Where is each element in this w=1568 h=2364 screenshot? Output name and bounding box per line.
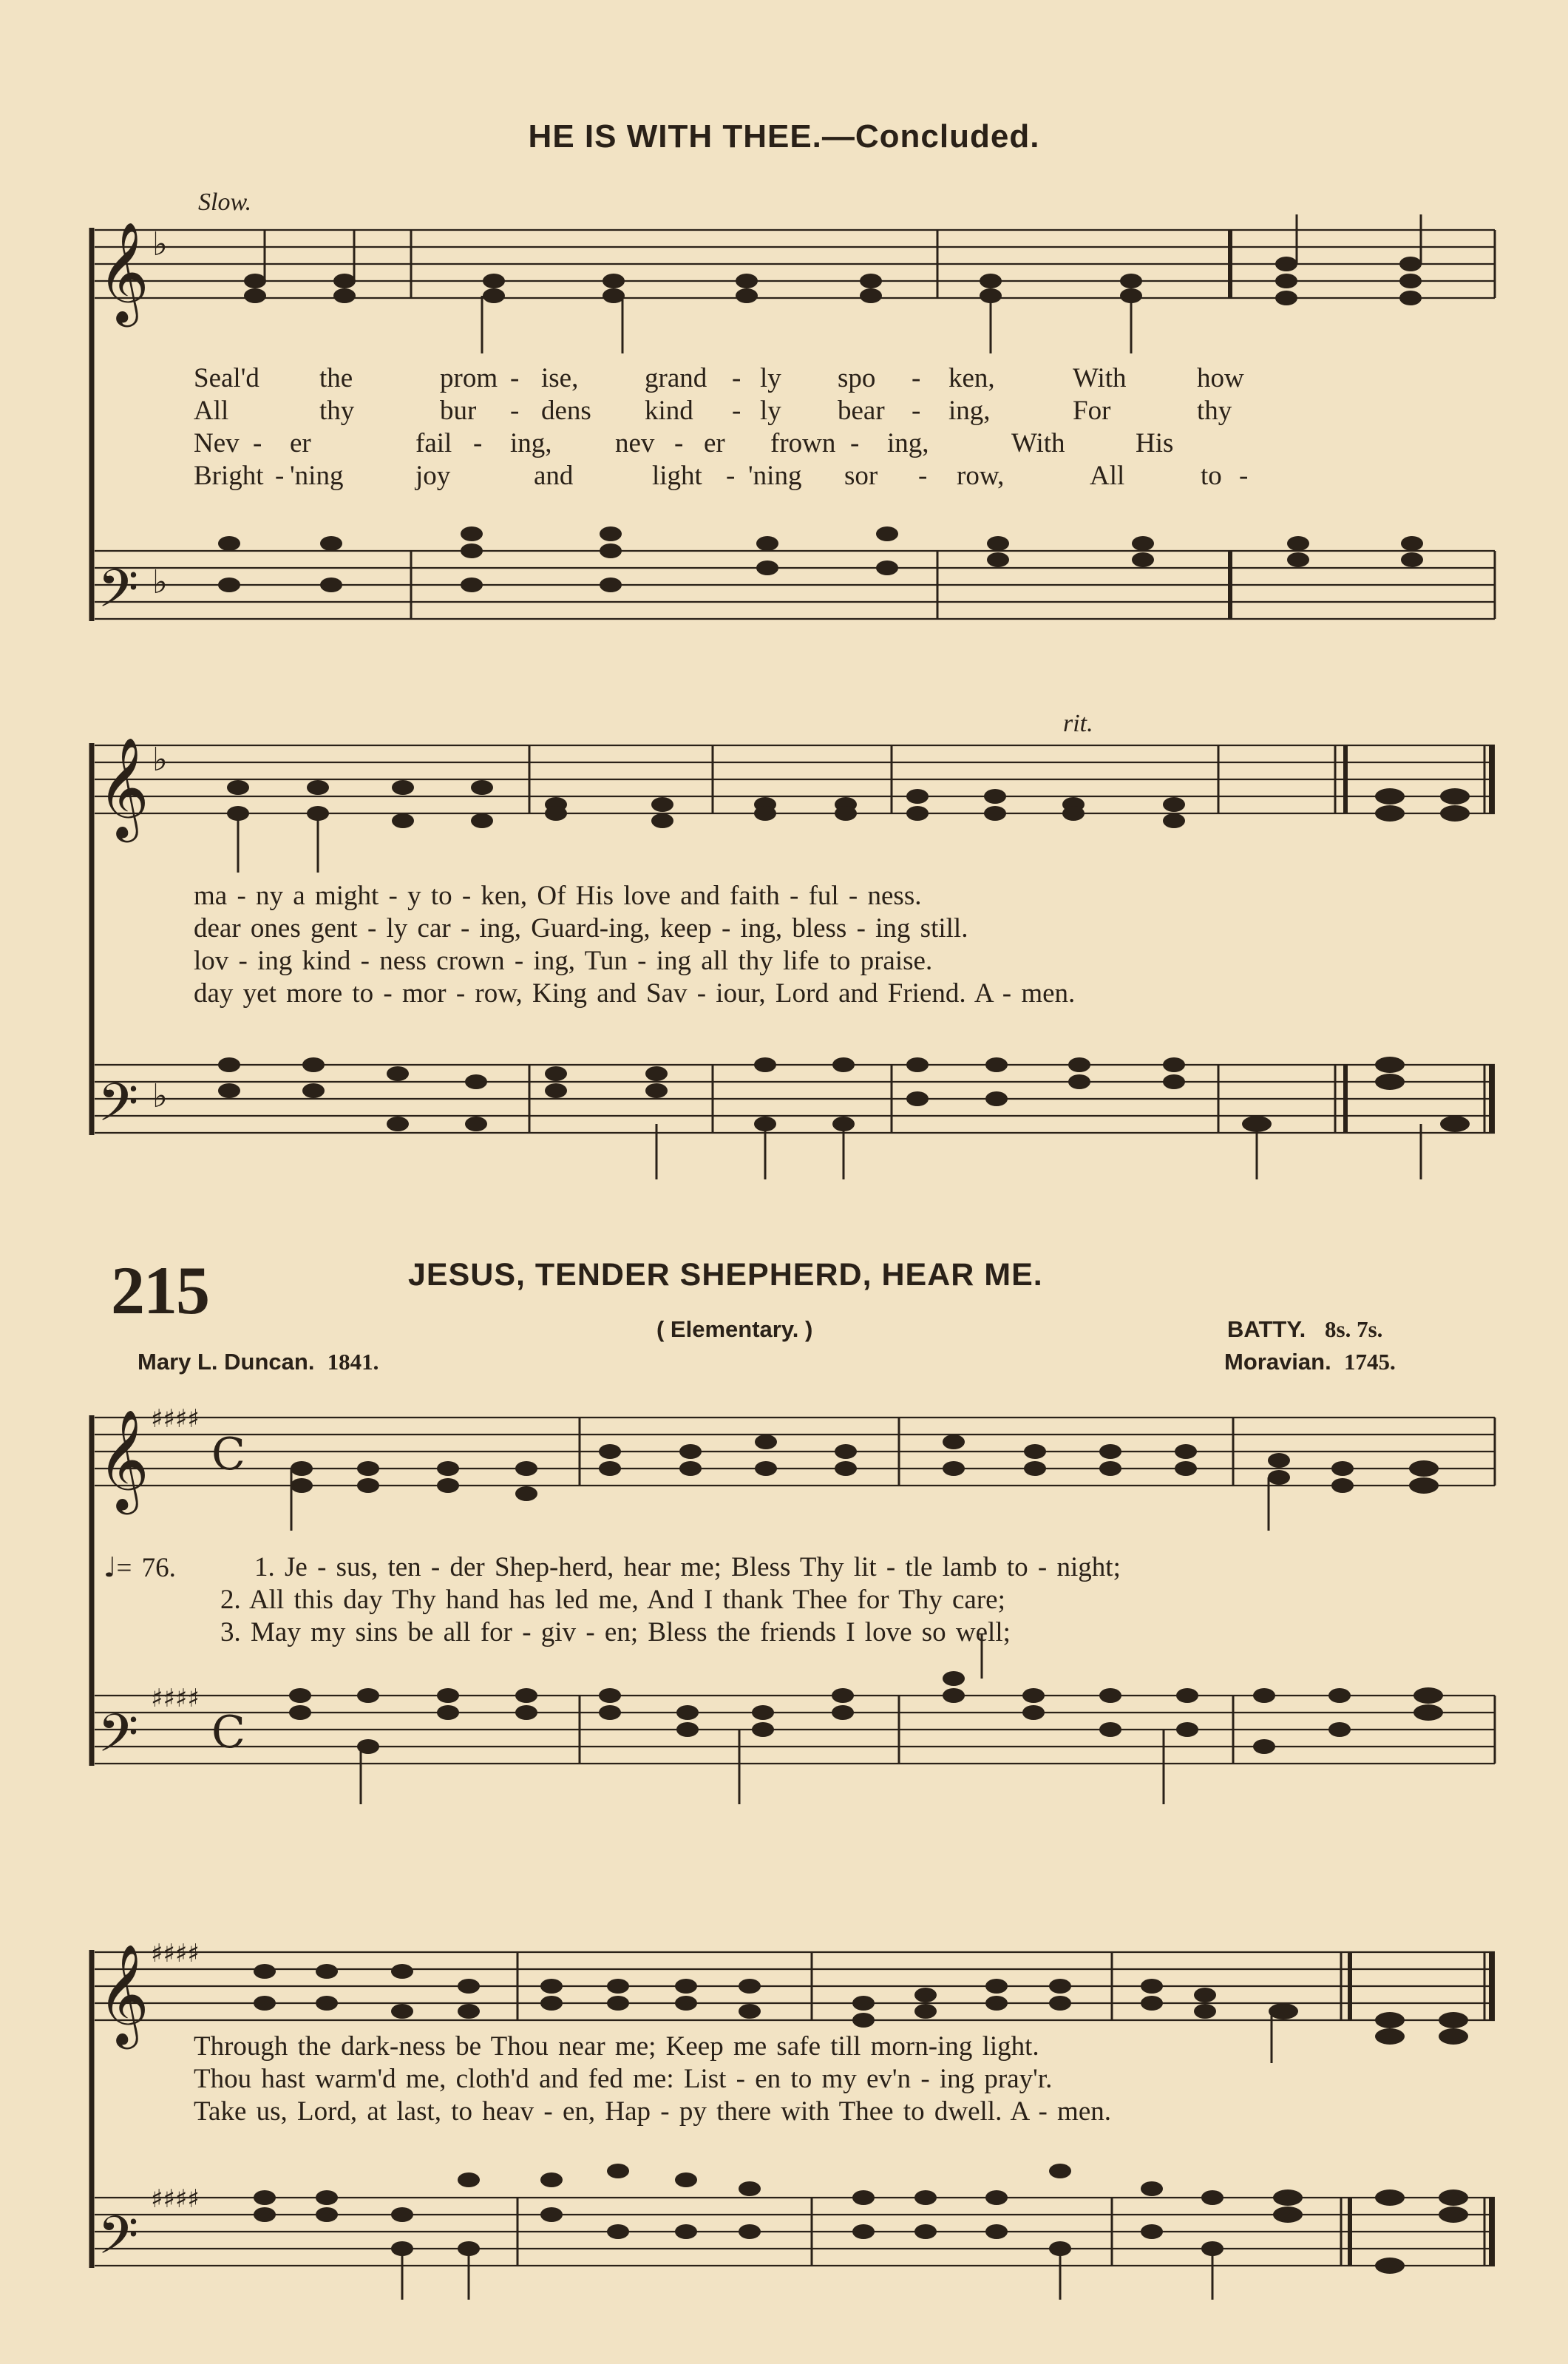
verse3-line1: Nev - er fail - ing, nev - er frown - ing, With His — [194, 428, 1174, 458]
bass-clef-icon: 𝄢 — [98, 1072, 139, 1146]
common-time-icon: C — [211, 1429, 245, 1480]
flat-icon: ♭ — [152, 226, 168, 263]
flat-icon: ♭ — [152, 741, 168, 779]
rit-mark: rit. — [1063, 710, 1093, 737]
clefs — [98, 220, 149, 2279]
staff-b-bass — [95, 1065, 1495, 1133]
flat-icon: ♭ — [152, 563, 168, 601]
treble-clef-icon: 𝄞 — [98, 1943, 149, 2045]
verse4-line1: Bright - 'ning joy and light - 'ning sor - row, All to - — [194, 461, 1249, 491]
hymn-verse1-line1: 1. Je - sus, ten - der Shep-herd, hear me; Bless Thy lit - tle lamb to - night; — [254, 1552, 1121, 1582]
bass-clef-icon: 𝄢 — [98, 2205, 139, 2279]
staff-lines — [95, 230, 1495, 2266]
verse1-line2: ma - ny a might - y to - ken, Of His love and faith - ful - ness. — [194, 881, 922, 911]
hymn-title: JESUS, TENDER SHEPHERD, HEAR ME. — [408, 1257, 1043, 1293]
flat-icon: ♭ — [152, 1077, 168, 1115]
composer-credit — [1224, 1349, 1396, 1375]
continuation-title: HE IS WITH THEE.—Concluded. — [528, 118, 1040, 155]
treble-clef-icon: 𝄞 — [98, 220, 149, 322]
hymn-verse2-line1: 2. All this day Thy hand has led me, And I thank Thee for Thy care; — [220, 1585, 1005, 1615]
verse3-line2: lov - ing kind - ness crown - ing, Tun - ing all thy life to praise. — [194, 946, 933, 976]
common-time-icon: C — [211, 1707, 245, 1758]
sharps-icon: ♯♯♯♯ — [151, 1684, 200, 1713]
sharps-icon: ♯♯♯♯ — [151, 2184, 200, 2214]
verse1-line1: Seal'd the prom - ise, grand - ly spo - ken, With how — [194, 363, 1244, 393]
staff-a-bass — [95, 551, 1495, 619]
composer-name: Moravian. — [1224, 1349, 1331, 1375]
treble-clef-icon: 𝄞 — [98, 736, 149, 838]
staff-c-bass — [95, 1696, 1495, 1764]
treble-clef-icon: 𝄞 — [98, 1408, 149, 1510]
verse4-line2: day yet more to - mor - row, King and Sav - iour, Lord and Friend. A - men. — [194, 978, 1076, 1009]
hymn-verse2-line2: Thou hast warm'd me, cloth'd and fed me: List - en to my ev'n - ing pray'r. — [194, 2064, 1053, 2094]
author-year: 1841. — [327, 1349, 379, 1375]
bass-clef-icon: 𝄢 — [98, 1703, 139, 1777]
author-name: Mary L. Duncan. — [138, 1349, 315, 1375]
key-signatures — [151, 226, 245, 2214]
quarter-note-icon: ♩ — [103, 1551, 117, 1583]
metronome-mark: ♩= 76. — [103, 1551, 176, 1583]
bass-clef-icon: 𝄢 — [98, 558, 139, 632]
staff-b-treble — [95, 745, 1495, 813]
sharps-icon: ♯♯♯♯ — [151, 1939, 200, 1968]
hymn-verse3-line1: 3. May my sins be all for - giv - en; Bless the friends I love so well; — [220, 1617, 1011, 1647]
hymn-verse1-line2: Through the dark-ness be Thou near me; Keep me safe till morn-ing light. — [194, 2031, 1039, 2062]
notes-a-bass — [218, 526, 1423, 592]
composer-year: 1745. — [1343, 1349, 1396, 1375]
verse2-line1: All thy bur - dens kind - ly bear - ing, For thy — [194, 396, 1232, 426]
tune-label: BATTY. — [1227, 1316, 1306, 1342]
author-credit — [138, 1349, 379, 1375]
verse2-line2: dear ones gent - ly car - ing, Guard-ing, keep - ing, bless - ing still. — [194, 913, 968, 944]
final-barlines — [1230, 230, 1492, 2266]
meter-label: 8s. 7s. — [1325, 1316, 1383, 1342]
hymn-subtitle: ( Elementary. ) — [656, 1316, 813, 1342]
notes-d-bass — [254, 2164, 1468, 2274]
hymn-number: 215 — [111, 1253, 208, 1328]
hymn-verse3-line2: Take us, Lord, at last, to heav - en, Hap - py there with Thee to dwell. A - men. — [194, 2096, 1111, 2127]
tempo-mark: Slow. — [198, 189, 252, 216]
barlines — [411, 230, 1495, 2266]
notes-b-treble — [227, 780, 1470, 828]
sharps-icon: ♯♯♯♯ — [151, 1404, 200, 1434]
tune-name — [1227, 1316, 1382, 1343]
notes-b-bass — [218, 1057, 1470, 1132]
